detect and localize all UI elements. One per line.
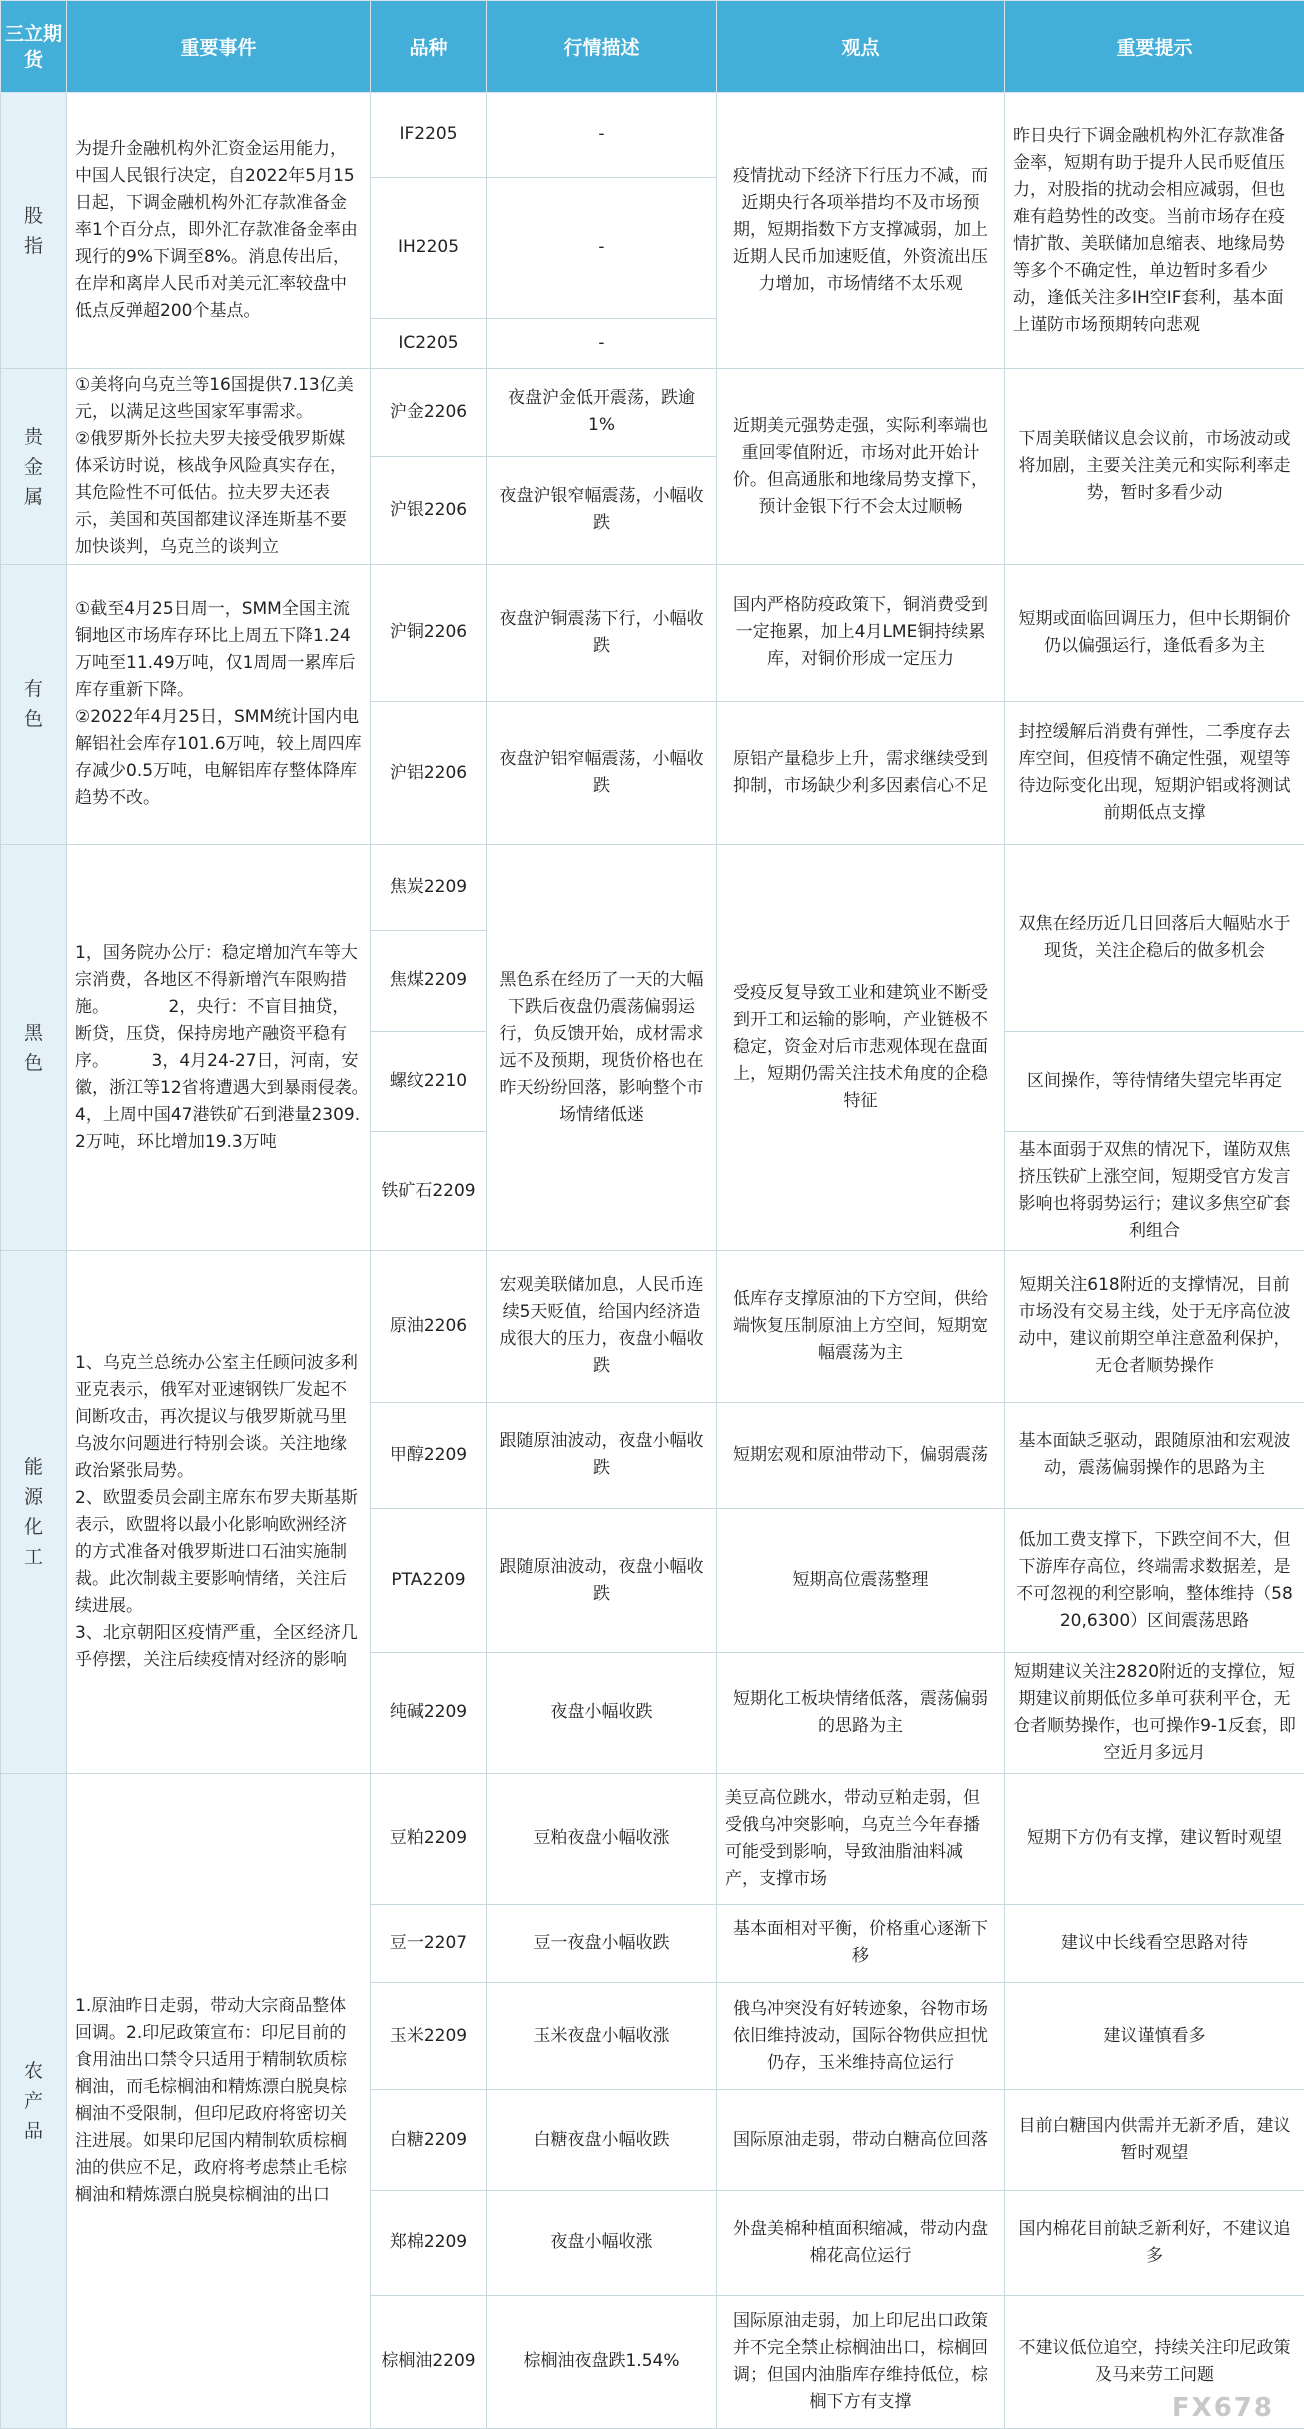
tip-cell: 国内棉花目前缺乏新利好，不建议追多 — [1005, 2190, 1304, 2295]
view-cell: 国际原油走弱，加上印尼出口政策并不完全禁止棕榈油出口，棕榈回调；但国内油脂库存维持低位，棕榈下方有支撑 — [717, 2295, 1005, 2428]
description-cell: 夜盘沪铝窄幅震荡，小幅收跌 — [487, 701, 717, 844]
table-row — [1, 1773, 1304, 1904]
variety-cell: 豆粕2209 — [371, 1773, 487, 1904]
description-cell: 宏观美联储加息，人民币连续5天贬值，给国内经济造成很大的压力，夜盘小幅收跌 — [487, 1251, 717, 1402]
tip-cell: 双焦在经历近几日回落后大幅贴水于现货，关注企稳后的做多机会 — [1005, 845, 1304, 1032]
tip-cell: 下周美联储议息会议前，市场波动或将加剧，主要关注美元和实际利率走势，暂时多看少动 — [1005, 369, 1304, 565]
variety-cell: 焦炭2209 — [371, 845, 487, 931]
tip-cell: 昨日央行下调金融机构外汇存款准备金率，短期有助于提升人民币贬值压力，对股指的扰动会相应减弱，但也难有趋势性的改变。当前市场存在疫情扩散、美联储加息缩表、地缘局势等多个不确定性，单边暂时多看少动，逢低关注多IH空IF套利，基本面上谨防市场预期转向悲观 — [1005, 93, 1304, 369]
view-cell: 国内严格防疫政策下，铜消费受到一定拖累，加上4月LME铜持续累库，对铜价形成一定压力 — [717, 564, 1005, 701]
variety-cell: IH2205 — [371, 177, 487, 318]
event-cell: ①截至4月25日周一，SMM全国主流铜地区市场库存环比上周五下降1.24万吨至11.49万吨，仅1周周一累库后库存重新下降。 ②2022年4月25日，SMM统计国内电解铝社会库存101.6万吨，较上周四库存减少0.5万吨，电解铝库存整体降库趋势不改。 — [67, 564, 371, 844]
description-cell: 黑色系在经历了一天的大幅下跌后夜盘仍震荡偏弱运行，负反馈开始，成材需求远不及预期，现货价格也在昨天纷纷回落，影响整个市场情绪低迷 — [487, 845, 717, 1251]
event-cell: 1、乌克兰总统办公室主任顾问波多利亚克表示，俄军对亚速钢铁厂发起不间断攻击，再次提议与俄罗斯就马里乌波尔问题进行特别会谈。关注地缘政治紧张局势。 2、欧盟委员会副主席东布罗夫斯基斯表示，欧盟将以最小化影响欧洲经济的方式准备对俄罗斯进口石油实施制裁。此次制裁主要影响情绪，关注后续进展。 3、北京朝阳区疫情严重，全区经济几乎停摆，关注后续疫情对经济的影响 — [67, 1251, 371, 1773]
variety-cell: 纯碱2209 — [371, 1652, 487, 1773]
header-variety: 品种 — [371, 1, 487, 93]
description-cell: 夜盘小幅收涨 — [487, 2190, 717, 2295]
table-row — [1, 564, 1304, 701]
tip-cell: 封控缓解后消费有弹性，二季度存去库空间，但疫情不确定性强，观望等待边际变化出现，短期沪铝或将测试前期低点支撑 — [1005, 701, 1304, 844]
variety-cell: 甲醇2209 — [371, 1402, 487, 1509]
tip-cell: 短期或面临回调压力，但中长期铜价仍以偏强运行，逢低看多为主 — [1005, 564, 1304, 701]
category-ferrous: 黑色 — [1, 845, 67, 1251]
view-cell: 受疫反复导致工业和建筑业不断受到开工和运输的影响，产业链极不稳定，资金对后市悲观体现在盘面上，短期仍需关注技术角度的企稳特征 — [717, 845, 1005, 1251]
variety-cell: PTA2209 — [371, 1509, 487, 1652]
header-view: 观点 — [717, 1, 1005, 93]
view-cell: 短期化工板块情绪低落，震荡偏弱的思路为主 — [717, 1652, 1005, 1773]
view-cell: 俄乌冲突没有好转迹象，谷物市场依旧维持波动，国际谷物供应担忧仍存，玉米维持高位运行 — [717, 1983, 1005, 2090]
view-cell: 疫情扰动下经济下行压力不减，而近期央行各项举措均不及市场预期，短期指数下方支撑减弱，加上近期人民币加速贬值，外资流出压力增加，市场情绪不太乐观 — [717, 93, 1005, 369]
description-cell: 夜盘沪铜震荡下行，小幅收跌 — [487, 564, 717, 701]
event-cell: 1，国务院办公厅：稳定增加汽车等大宗消费，各地区不得新增汽车限购措施。 2，央行：不盲目抽贷，断贷，压贷，保持房地产融资平稳有序。 3，4月24-27日，河南，安徽，浙江等12省将遭遇大到暴雨侵袭。 4，上周中国47港铁矿石到港量2309.2万吨，环比增加19.3万吨 — [67, 845, 371, 1251]
tip-cell: 不建议低位追空，持续关注印尼政策及马来劳工问题 — [1005, 2295, 1304, 2428]
header-tips: 重要提示 — [1005, 1, 1304, 93]
tip-cell: 区间操作，等待情绪失望完毕再定 — [1005, 1031, 1304, 1132]
description-cell: 玉米夜盘小幅收涨 — [487, 1983, 717, 2090]
variety-cell: 豆一2207 — [371, 1904, 487, 1983]
event-cell: 1.原油昨日走弱，带动大宗商品整体 回调。2.印尼政策宣布：印尼目前的食用油出口禁令只适用于精制软质棕榈油，而毛棕榈油和精炼漂白脱臭棕榈油不受限制，但印尼政府将密切关注进展。如果印尼国内精制软质棕榈油的供应不足，政府将考虑禁止毛棕榈油和精炼漂白脱臭棕榈油的出口 — [67, 1773, 371, 2428]
view-cell: 短期高位震荡整理 — [717, 1509, 1005, 1652]
variety-cell: IF2205 — [371, 93, 487, 178]
variety-cell: 郑棉2209 — [371, 2190, 487, 2295]
tip-cell: 低加工费支撑下，下跌空间不大，但下游库存高位，终端需求数据差，是不可忽视的利空影响，整体维持（5820,6300）区间震荡思路 — [1005, 1509, 1304, 1652]
tip-cell: 建议中长线看空思路对待 — [1005, 1904, 1304, 1983]
tip-cell: 建议谨慎看多 — [1005, 1983, 1304, 2090]
header-company: 三立期货 — [1, 1, 67, 93]
table-row — [1, 369, 1304, 456]
tip-cell: 基本面缺乏驱动，跟随原油和宏观波动，震荡偏弱操作的思路为主 — [1005, 1402, 1304, 1509]
description-cell: 跟随原油波动，夜盘小幅收跌 — [487, 1402, 717, 1509]
variety-cell: 沪铜2206 — [371, 564, 487, 701]
view-cell: 美豆高位跳水，带动豆粕走弱，但受俄乌冲突影响，乌克兰今年春播可能受到影响，导致油脂油料减产，支撑市场 — [717, 1773, 1005, 1904]
variety-cell: 沪银2206 — [371, 456, 487, 564]
variety-cell: 白糖2209 — [371, 2090, 487, 2191]
category-nonferrous: 有色 — [1, 564, 67, 844]
tip-cell: 短期关注618附近的支撑情况，目前市场没有交易主线，处于无序高位波动中，建议前期空单注意盈利保护，无仓者顺势操作 — [1005, 1251, 1304, 1402]
view-cell: 原铝产量稳步上升，需求继续受到抑制，市场缺少利多因素信心不足 — [717, 701, 1005, 844]
category-precious-metals: 贵金属 — [1, 369, 67, 565]
header-description: 行情描述 — [487, 1, 717, 93]
tip-cell: 短期下方仍有支撑，建议暂时观望 — [1005, 1773, 1304, 1904]
view-cell: 基本面相对平衡，价格重心逐渐下移 — [717, 1904, 1005, 1983]
tip-cell: 短期建议关注2820附近的支撑位，短期建议前期低位多单可获利平仓，无仓者顺势操作，也可操作9-1反套，即空近月多远月 — [1005, 1652, 1304, 1773]
description-cell: 棕榈油夜盘跌1.54% — [487, 2295, 717, 2428]
watermark-logo: FX678 — [1171, 2393, 1274, 2423]
variety-cell: IC2205 — [371, 318, 487, 368]
variety-cell: 螺纹2210 — [371, 1031, 487, 1132]
view-cell: 近期美元强势走强，实际利率端也重回零值附近，市场对此开始计价。但高通胀和地缘局势支撑下，预计金银下行不会太过顺畅 — [717, 369, 1005, 565]
tip-cell: 目前白糖国内供需并无新矛盾，建议暂时观望 — [1005, 2090, 1304, 2191]
description-cell: 夜盘沪银窄幅震荡，小幅收跌 — [487, 456, 717, 564]
view-cell: 短期宏观和原油带动下，偏弱震荡 — [717, 1402, 1005, 1509]
variety-cell: 沪铝2206 — [371, 701, 487, 844]
variety-cell: 玉米2209 — [371, 1983, 487, 2090]
event-cell: ①美将向乌克兰等16国提供7.13亿美元，以满足这些国家军事需求。 ②俄罗斯外长拉夫罗夫接受俄罗斯媒体采访时说，核战争风险真实存在，其危险性不可低估。拉夫罗夫还表示，美国和英国都建议泽连斯基不要加快谈判，乌克兰的谈判立 — [67, 369, 371, 565]
variety-cell: 沪金2206 — [371, 369, 487, 456]
description-cell: 豆一夜盘小幅收跌 — [487, 1904, 717, 1983]
view-cell: 低库存支撑原油的下方空间，供给端恢复压制原油上方空间，短期宽幅震荡为主 — [717, 1251, 1005, 1402]
description-cell: 跟随原油波动，夜盘小幅收跌 — [487, 1509, 717, 1652]
table-row — [1, 1251, 1304, 1402]
event-cell: 为提升金融机构外汇资金运用能力，中国人民银行决定，自2022年5月15日起，下调金融机构外汇存款准备金率1个百分点，即外汇存款准备金率由现行的9%下调至8%。消息传出后，在岸和离岸人民币对美元汇率较盘中低点反弹超200个基点。 — [67, 93, 371, 369]
header-row — [1, 1, 1304, 93]
description-cell: 夜盘小幅收跌 — [487, 1652, 717, 1773]
description-cell: - — [487, 177, 717, 318]
variety-cell: 铁矿石2209 — [371, 1132, 487, 1251]
view-cell: 国际原油走弱，带动白糖高位回落 — [717, 2090, 1005, 2191]
variety-cell: 棕榈油2209 — [371, 2295, 487, 2428]
table-row — [1, 93, 1304, 178]
category-stock-index: 股指 — [1, 93, 67, 369]
category-energy-chemical: 能源化工 — [1, 1251, 67, 1773]
variety-cell: 原油2206 — [371, 1251, 487, 1402]
description-cell: 白糖夜盘小幅收跌 — [487, 2090, 717, 2191]
description-cell: 豆粕夜盘小幅收涨 — [487, 1773, 717, 1904]
header-events: 重要事件 — [67, 1, 371, 93]
description-cell: - — [487, 93, 717, 178]
tip-cell: 基本面弱于双焦的情况下，谨防双焦挤压铁矿上涨空间，短期受官方发言影响也将弱势运行；建议多焦空矿套利组合 — [1005, 1132, 1304, 1251]
category-agriculture: 农产品 — [1, 1773, 67, 2428]
description-cell: 夜盘沪金低开震荡，跌逾1% — [487, 369, 717, 456]
table-row — [1, 845, 1304, 931]
variety-cell: 焦煤2209 — [371, 930, 487, 1031]
description-cell: - — [487, 318, 717, 368]
view-cell: 外盘美棉种植面积缩减，带动内盘棉花高位运行 — [717, 2190, 1005, 2295]
